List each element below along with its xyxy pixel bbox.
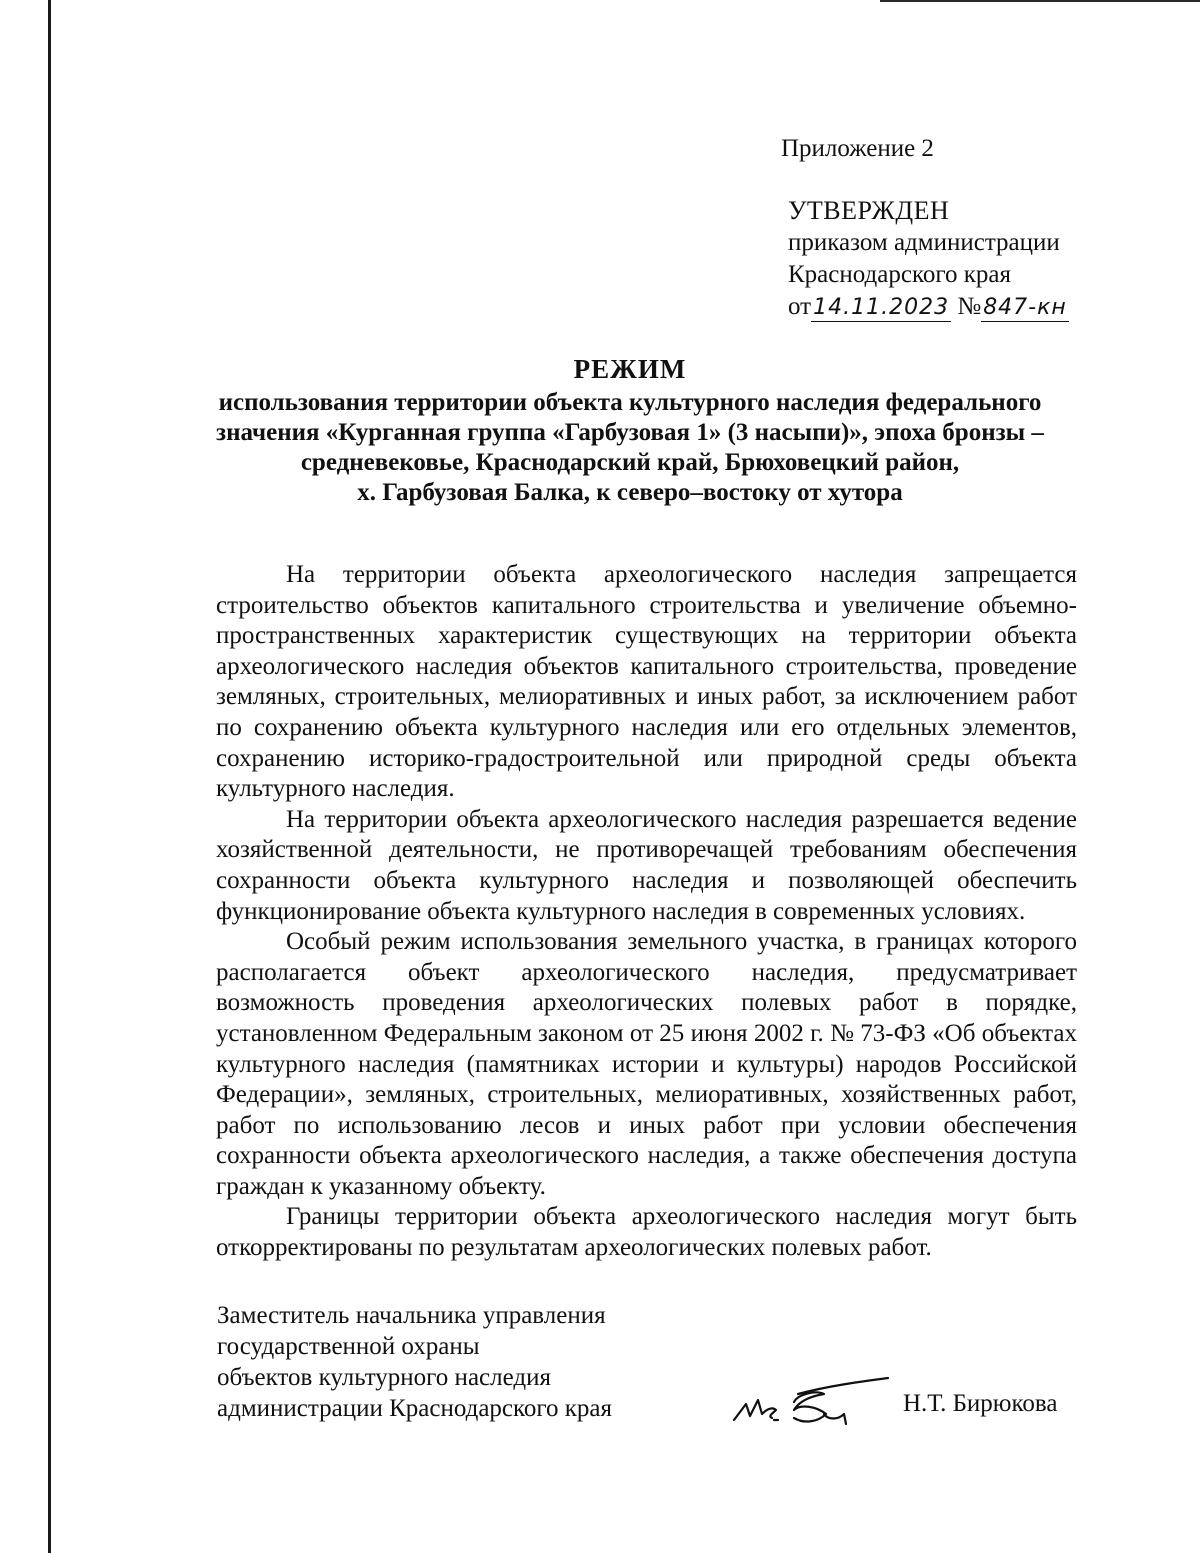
- document-subtitle: [200, 388, 1060, 508]
- signer-position-line: объектов культурного наследия: [217, 1364, 551, 1391]
- subtitle-line: использования территории объекта культурного наследия федерального: [218, 389, 1042, 416]
- signer-position-line: Заместитель начальника управления: [217, 1302, 606, 1329]
- signer-position-line: администрации Краснодарского края: [217, 1395, 613, 1422]
- paragraph: На территории объекта археологического наследия запрещается строительство объектов капитального строительства и увеличение объемно-пространственных характеристик существующих на территории объекта археологического наследия объектов капитального строительства, проведение земляных, строительных, мелиоративных и иных работ, за исключением работ по сохранению объекта культурного наследия или его отдельных элементов, сохранению историко-градостроительной или природной среды объекта культурного наследия.: [216, 561, 1077, 803]
- approval-line-2: Краснодарского края: [788, 261, 1011, 288]
- subtitle-line: значения «Курганная группа «Гарбузовая 1» (3 насыпи)», эпоха бронзы –: [216, 419, 1044, 446]
- approval-line-1: приказом администрации: [788, 229, 1060, 256]
- subtitle-line: х. Гарбузовая Балка, к северо–востоку от хутора: [357, 479, 903, 506]
- appendix-label: Приложение 2: [781, 135, 934, 162]
- signer-name: Н.Т. Бирюкова: [903, 1390, 1058, 1417]
- approved-heading: УТВЕРЖДЕН: [788, 196, 950, 225]
- document-body: [216, 560, 1077, 1264]
- number-sign: №: [957, 293, 982, 320]
- handwritten-signature: [728, 1370, 898, 1442]
- signer-position-line: государственной охраны: [217, 1333, 480, 1360]
- handwritten-number: 847-кн: [983, 295, 1067, 320]
- title-block: [200, 352, 1060, 508]
- scan-edge-top: [880, 0, 1200, 2]
- handwritten-date: 14.11.2023: [813, 295, 950, 320]
- approval-block: [788, 195, 1069, 323]
- paragraph: Особый режим использования земельного участка, в границах которого располагается объект археологического наследия, предусматривает возможность проведения археологических полевых работ в порядке, установленном Федеральным законом от 25 июня 2002 г. № 73-ФЗ «Об объектах культурного наследия (памятниках истории и культуры) народов Российской Федерации», земляных, строительных, мелиоративных, хозяйственных работ, работ по использованию лесов и иных работ при условии обеспечения сохранности объекта археологического наследия, а также обеспечения доступа граждан к указанному объекту.: [216, 928, 1077, 1200]
- signer-position: [217, 1300, 612, 1424]
- approval-date-line: [788, 291, 1069, 323]
- paragraph: Границы территории объекта археологического наследия могут быть откорректированы по результатам археологических полевых работ.: [216, 1203, 1077, 1262]
- subtitle-line: средневековье, Краснодарский край, Брюховецкий район,: [300, 449, 960, 476]
- date-prefix: от: [788, 293, 812, 320]
- scan-edge-left: [48, 0, 51, 1553]
- document-title: РЕЖИМ: [573, 354, 687, 384]
- paragraph: На территории объекта археологического наследия разрешается ведение хозяйственной деятельности, не противоречащей требованиям обеспечения сохранности объекта культурного наследия и позволяющей обеспечить функционирование объекта культурного наследия в современных условиях.: [216, 805, 1077, 925]
